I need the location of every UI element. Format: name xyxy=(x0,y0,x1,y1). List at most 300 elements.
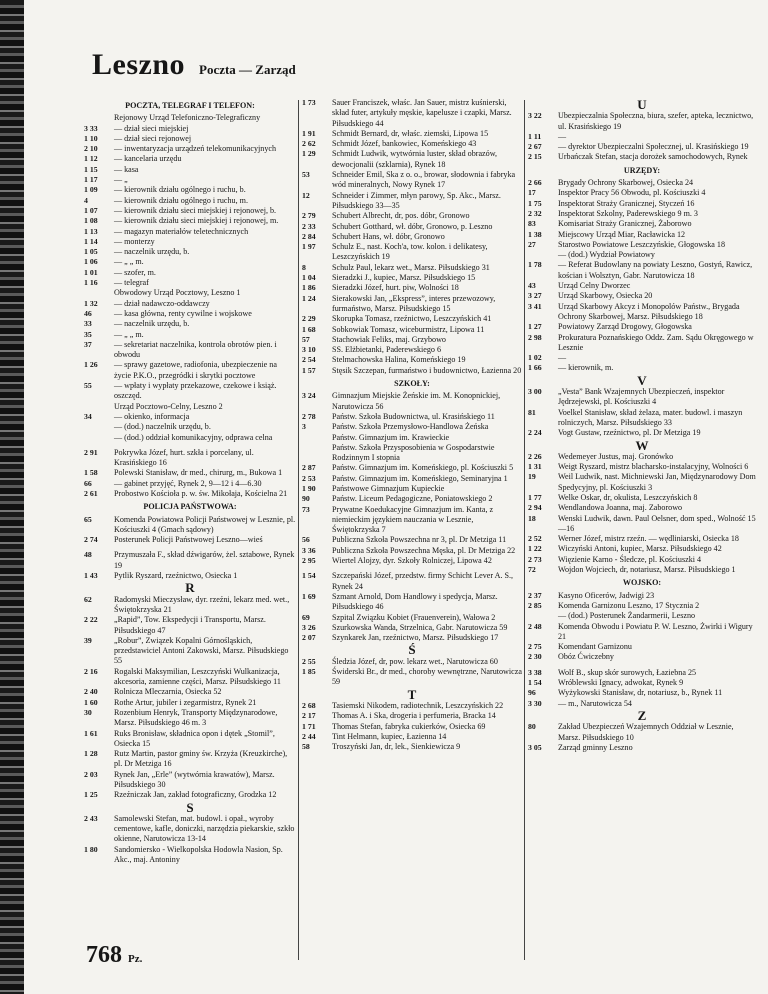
entry-text: — dyrektor Ubezpieczalni Społecznej, ul. Krasińskiego 19 xyxy=(558,142,749,152)
entry-text: Wenski Ludwik, dawn. Paul Oelsner, dom sped., Wolność 15—16 xyxy=(558,513,756,533)
phone-number: 1 43 xyxy=(84,571,98,581)
directory-entry xyxy=(302,613,522,623)
letter-heading: V xyxy=(637,372,647,388)
phone-number: 3 30 xyxy=(528,698,542,708)
directory-entry xyxy=(84,814,296,845)
entry-text: „Vesta” Bank Wzajemnych Ubezpieczeń, inspektor Jędrzejewski, pl. Kościuszki 4 xyxy=(558,387,725,407)
entry-text: Sierakowski Jan, „Ekspress”, interes przewozowy, furmaństwo, Marsz. Piłsudskiego 15 xyxy=(332,293,496,313)
directory-entry xyxy=(528,291,756,301)
entry-text: Komenda Powiatowa Policji Państwowej w Lesznie, pl. Kościuszki 4 (Gmach sądowy) xyxy=(114,514,296,534)
entry-text: — Referat Budowlany na powiaty Leszno, Gostyń, Rawicz, kościan i Wolsztyn, Gabr. Narutowicza 18 xyxy=(558,260,753,280)
entry-text: Szynkarek Jan, rzeźnictwo, Marsz. Piłsudskiego 17 xyxy=(332,633,499,643)
directory-entry xyxy=(84,227,296,237)
phone-number: 3 00 xyxy=(528,387,542,397)
directory-entry xyxy=(84,636,296,667)
directory-entry xyxy=(528,219,756,229)
directory-entry xyxy=(528,230,756,240)
directory-entry xyxy=(302,191,522,212)
directory-entry xyxy=(302,149,522,170)
entry-text: Weigt Ryszard, mistrz blacharsko-instalacyjny, Wolności 6 xyxy=(558,462,749,472)
entry-text: Weil Ludwik, nast. Michniewski Jan, Międzynarodowy Dom Spedycyjny, pl. Kościuszki 3 xyxy=(558,472,756,492)
entry-text: Vogt Gustaw, rzeźnictwo, pl. Dr Metziga 19 xyxy=(558,428,701,438)
entry-text: — dział nadawczo-oddawczy xyxy=(114,298,210,308)
entry-text: Pytlik Ryszard, rzeźnictwo, Osiecka 1 xyxy=(114,571,238,581)
directory-entry xyxy=(302,232,522,242)
phone-number: 1 77 xyxy=(528,492,542,502)
directory-entry xyxy=(84,278,296,288)
directory-entry xyxy=(528,565,756,575)
phone-number: 2 68 xyxy=(302,700,316,710)
entry-text: Stelmachowska Halina, Komeńskiego 19 xyxy=(332,355,466,365)
letter-heading: R xyxy=(185,580,195,596)
entry-text: Schulz E., nast. Koch'a, tow. kolon. i delikatesy, Leszczyńskich 19 xyxy=(332,242,488,262)
phone-number: 66 xyxy=(84,478,92,488)
entry-text: Werner Józef, mistrz rzeźn. — wędliniarski, Osiecka 18 xyxy=(558,534,739,544)
phone-number: 1 04 xyxy=(302,273,316,283)
directory-entry xyxy=(528,503,756,513)
section-heading: POLICJA PAŃSTWOWA: xyxy=(143,502,237,512)
directory-entry xyxy=(528,601,756,611)
phone-number: 1 78 xyxy=(528,260,542,270)
entry-text: Wiertel Alojzy, dyr. Szkoły Rolniczej, Lipowa 42 xyxy=(332,556,492,566)
directory-entry xyxy=(528,260,756,281)
directory-entry xyxy=(84,144,296,154)
phone-number: 2 87 xyxy=(302,463,316,473)
directory-entry xyxy=(528,408,756,429)
phone-number: 37 xyxy=(84,339,92,349)
entry-text: — xyxy=(558,131,567,141)
entry-text: Państw. Gimnazjum im. Komeńskiego, Seminaryjna 1 xyxy=(332,473,508,483)
directory-entry xyxy=(84,381,296,402)
directory-entry xyxy=(528,642,756,652)
entry-text: Skorupka Tomasz, rzeźnictwo, Leszczyńskich 41 xyxy=(332,314,492,324)
directory-entry xyxy=(302,667,522,688)
phone-number: 1 08 xyxy=(84,216,98,226)
letter-heading: W xyxy=(635,437,649,453)
phone-number: 1 11 xyxy=(528,131,542,141)
entry-text: Sieradzki J., kupiec, Marsz. Piłsudskiego 15 xyxy=(332,273,476,283)
directory-entry xyxy=(302,422,522,432)
directory-entry xyxy=(302,242,522,263)
directory-entry xyxy=(84,698,296,708)
directory-entry xyxy=(528,591,756,601)
phone-number: 62 xyxy=(84,594,92,604)
directory-entry xyxy=(84,196,296,206)
entry-text: Ubezpieczalnia Społeczna, biura, szefer, apteka, lecznictwo, ul. Krasińskiego 19 xyxy=(558,111,754,131)
phone-number: 1 01 xyxy=(84,267,98,277)
phone-number: 2 95 xyxy=(302,556,316,566)
directory-entry xyxy=(302,355,522,365)
directory-entry xyxy=(302,701,522,711)
entry-text: — magazyn materiałów teletechnicznych xyxy=(114,226,249,236)
entry-text: Rozenbium Henryk, Transporty Międzynarodowe, Marsz. Piłsudskiego 46 m. 3 xyxy=(114,707,278,728)
entry-text: Radomyski Mieczysław, dyr. rzeźni, lekarz med. wet., Świętokrzyska 21 xyxy=(114,594,290,614)
directory-entry xyxy=(84,489,296,499)
entry-text: — m., Narutowicza 54 xyxy=(558,698,632,708)
entry-text: Szmant Arnold, Dom Handlowy i spedycja, Marsz. Piłsudskiego 46 xyxy=(332,591,498,612)
entry-text: Probostwo Kościoła p. w. św. Mikołaja, Kościelna 21 xyxy=(114,488,288,498)
directory-entry xyxy=(302,335,522,345)
entry-text: Polewski Stanisław, dr med., chirurg, m., Bukowa 1 xyxy=(114,468,283,478)
directory-entry xyxy=(84,268,296,278)
entry-text: Państw. Szkoła Budownictwa, ul. Krasińskiego 11 xyxy=(332,411,495,421)
entry-text: Brygady Ochrony Skarbowej, Osiecka 24 xyxy=(558,178,694,188)
page-binding-edge xyxy=(0,0,24,994)
directory-entry xyxy=(528,111,756,132)
phone-number: 1 60 xyxy=(84,697,98,707)
phone-number: 2 66 xyxy=(528,178,542,188)
directory-entry xyxy=(528,188,756,198)
directory-entry xyxy=(84,749,296,770)
entry-text: Rolnicza Mleczarnia, Osiecka 52 xyxy=(114,687,222,697)
entry-text: Stachowiak Feliks, maj. Grzybowo xyxy=(332,334,446,344)
phone-number: 2 85 xyxy=(528,600,542,610)
page-footer xyxy=(86,942,142,969)
entry-text: Schmidt Józef, bankowiec, Komeńskiego 43 xyxy=(332,139,477,149)
entry-text: — (dod.) Posterunek Żandarmerii, Leszno xyxy=(558,611,696,621)
directory-entry xyxy=(302,711,522,721)
directory-entry xyxy=(84,330,296,340)
entry-text: Wojdon Wojciech, dr, notariusz, Marsz. Piłsudskiego 1 xyxy=(558,565,736,575)
entry-text: Powiatowy Zarząd Drogowy, Głogowska xyxy=(558,322,692,332)
directory-entry xyxy=(302,494,522,504)
directory-entry xyxy=(528,152,756,162)
phone-number: 1 15 xyxy=(84,164,98,174)
directory-entry xyxy=(528,514,756,535)
phone-number: 1 16 xyxy=(84,278,98,288)
phone-number: 1 68 xyxy=(302,324,316,334)
phone-number: 1 12 xyxy=(84,154,98,164)
phone-number: 3 22 xyxy=(528,111,542,121)
directory-entry xyxy=(528,132,756,142)
directory-entry xyxy=(84,309,296,319)
entry-text: Szurkowska Wanda, Strzelnica, Gabr. Narutowicza 59 xyxy=(332,622,508,632)
entry-text: Urbańczak Stefan, stacja dorożek samochodowych, Rynek xyxy=(558,152,748,162)
page-number: 768 xyxy=(86,942,122,968)
phone-number: 1 57 xyxy=(302,365,316,375)
directory-entry xyxy=(528,688,756,698)
entry-text: Szczepański Józef, przedstw. firmy Schicht Lever A. S., Rynek 24 xyxy=(332,571,514,591)
phone-number: 3 41 xyxy=(528,301,542,311)
directory-entry xyxy=(84,479,296,489)
section-heading: POCZTA, TELEGRAF I TELEFON: xyxy=(125,101,255,110)
phone-number: 1 61 xyxy=(84,728,98,738)
phone-number: 81 xyxy=(528,407,536,417)
entry-text: Wróblewski Ignacy, adwokat, Rynek 9 xyxy=(558,678,684,688)
phone-number: 1 27 xyxy=(528,322,542,332)
directory-entry xyxy=(302,732,522,742)
phone-number: 3 26 xyxy=(302,622,316,632)
entry-text: Rogalski Maksymilian, Leszczyński Wulkanizacja, akcesoria, zamienne części, Marsz. Piłsudskiego 11 xyxy=(114,666,281,687)
column-divider xyxy=(524,100,525,960)
phone-number: 1 80 xyxy=(84,844,98,854)
entry-text: — xyxy=(558,353,567,363)
entry-text: „Rapid”, Tow. Ekspedycji i Transportu, Marsz. Piłsudskiego 47 xyxy=(114,615,266,635)
entry-text: — gabinet przyjęć, Rynek 2, 9—12 i 4—6.30 xyxy=(114,478,262,488)
directory-entry xyxy=(302,345,522,355)
phone-number: 80 xyxy=(528,722,536,732)
entry-text: Państw. Liceum Pedagogiczne, Poniatowskiego 2 xyxy=(332,494,493,504)
entry-text: Sieradzki Józef, hurt. piw, Wolności 18 xyxy=(332,283,459,293)
phone-number: 58 xyxy=(302,742,310,752)
phone-number: 1 85 xyxy=(302,667,316,677)
entry-text: — „ xyxy=(114,175,128,185)
directory-column-1 xyxy=(84,98,296,865)
phone-number: 2 22 xyxy=(84,615,98,625)
directory-entry xyxy=(302,546,522,556)
phone-number: 3 36 xyxy=(302,545,316,555)
letter-heading: U xyxy=(637,98,647,112)
phone-number: 2 10 xyxy=(84,144,98,154)
phone-number: 2 43 xyxy=(84,813,98,823)
phone-number: 1 73 xyxy=(302,98,316,107)
entry-text: Stęsik Szczepan, furmaństwo i budownictwo, Łazienna 20 xyxy=(332,365,522,375)
entry-subheading: Obwodowy Urząd Pocztowy, Leszno 1 xyxy=(114,288,241,298)
directory-entry xyxy=(84,515,296,536)
phone-number: 1 69 xyxy=(302,591,316,601)
phone-number: 2 78 xyxy=(302,411,316,421)
phone-number: 2 26 xyxy=(528,451,542,461)
entry-text: Tasiemski Nikodem, radiotechnik, Leszczyńskich 22 xyxy=(332,700,504,710)
entry-text: Schmidt Bernard, dr, właśc. ziemski, Lipowa 15 xyxy=(332,128,489,138)
directory-entry xyxy=(84,257,296,267)
entry-text: Rutz Martin, pastor gminy św. Krzyża (Kreuzkirche), pl. Dr Metziga 16 xyxy=(114,749,288,769)
directory-entry xyxy=(302,294,522,315)
phone-number: 1 09 xyxy=(84,185,98,195)
directory-entry xyxy=(528,555,756,565)
directory-entry xyxy=(528,743,756,753)
phone-number: 2 75 xyxy=(528,642,542,652)
directory-entry xyxy=(84,319,296,329)
directory-entry xyxy=(528,240,756,250)
phone-number: 56 xyxy=(302,535,310,545)
entry-text: — telegraf xyxy=(114,278,149,288)
directory-entry xyxy=(302,211,522,221)
phone-number: 2 62 xyxy=(302,139,316,149)
entry-text: Schubert Gotthard, wł. dóbr, Gronowo, p. Leszno xyxy=(332,221,493,231)
phone-number: 2 07 xyxy=(302,633,316,643)
directory-entry xyxy=(302,657,522,667)
phone-number: 1 31 xyxy=(528,462,542,472)
phone-number: 1 26 xyxy=(84,360,98,370)
letter-heading: T xyxy=(407,686,417,702)
entry-text: Wendlandowa Joanna, maj. Zaborowo xyxy=(558,503,683,513)
directory-entry xyxy=(528,534,756,544)
phone-number: 69 xyxy=(302,612,310,622)
directory-entry xyxy=(84,595,296,616)
entry-text: Schubert Hans, wł. dóbr, Gronowo xyxy=(332,231,445,241)
entry-text: Sobkowiak Tomasz, wiceburmistrz, Lipowa 11 xyxy=(332,324,485,334)
phone-number: 2 53 xyxy=(302,473,316,483)
phone-number: 1 29 xyxy=(302,149,316,159)
phone-number: 90 xyxy=(302,494,310,504)
directory-entry xyxy=(84,206,296,216)
entry-text: Urząd Skarbowy Akcyz i Monopolów Państw., Brygada Ochrony Skarbowej, Marsz. Piłsudskiego 18 xyxy=(558,301,740,321)
phone-number: 2 54 xyxy=(302,355,316,365)
directory-entry xyxy=(302,484,522,494)
entry-text: — dział sieci miejskiej xyxy=(114,123,189,133)
entry-text: Ruks Bronisław, składnica opon i dętek „Stomil”, Osiecka 15 xyxy=(114,728,275,748)
directory-entry xyxy=(528,281,756,291)
entry-text: Rzeźniczak Jan, zakład fotograficzny, Grodzka 12 xyxy=(114,790,277,800)
directory-entry xyxy=(528,622,756,643)
entry-text: — monterzy xyxy=(114,236,155,246)
directory-entry xyxy=(528,333,756,354)
entry-text: Szpital Związku Kobiet (Frauenverein), Wałowa 2 xyxy=(332,612,496,622)
directory-entry xyxy=(528,652,756,662)
entry-text: Miejscowy Urząd Miar, Racławicka 12 xyxy=(558,229,686,239)
entry-text: Komenda Obwodu i Powiatu P. W. Leszno, Żwirki i Wigury 21 xyxy=(558,621,753,641)
entry-text: Voelkel Stanisław, skład żelaza, mater. budowl. i maszyn rolniczych, Marsz. Piłsudskiego 33 xyxy=(558,407,743,427)
entry-text: Prywatne Koedukacyjne Gimnazjum im. Kanta, z niemieckim językiem nauczania w Lesznie, Świętokrzyska 7 xyxy=(332,504,494,535)
entry-text: Komenda Garnizonu Leszno, 17 Stycznia 2 xyxy=(558,600,700,610)
entry-text: Sauer Franciszek, właśc. Jan Sauer, mistrz kuśnierski, skład futer, artykuły męskie, kapelusze i czapki, Marsz. Piłsudskiego 44 xyxy=(332,98,512,128)
phone-number: 1 05 xyxy=(84,247,98,257)
entry-text: — kierownik, m. xyxy=(558,363,614,373)
directory-entry xyxy=(302,129,522,139)
entry-text: — kierownik działu sieci miejskiej i rejonowej, m. xyxy=(114,216,279,226)
phone-number: 18 xyxy=(528,513,536,523)
phone-number: 1 71 xyxy=(302,721,316,731)
phone-number: 2 48 xyxy=(528,621,542,631)
entry-text: — (dod.) naczelnik urzędu, b. xyxy=(114,422,211,432)
directory-entry xyxy=(84,412,296,422)
entry-text: — (dod.) Wydział Powiatowy xyxy=(558,250,655,260)
directory-entry xyxy=(302,314,522,324)
entry-text: — szofer, m. xyxy=(114,267,156,277)
phone-number: 2 03 xyxy=(84,769,98,779)
entry-text: Wedemeyer Justus, maj. Gronówko xyxy=(558,451,674,461)
entry-text: — naczelnik urzędu, b. xyxy=(114,247,190,257)
directory-entry xyxy=(84,185,296,195)
phone-number: 96 xyxy=(528,688,536,698)
phone-number: 48 xyxy=(84,550,92,560)
entry-text: Schneider Emil, Ska z o. o., browar, słodownia i fabryka wód mineralnych, Nowy Rynek 17 xyxy=(332,170,516,190)
phone-number: 1 13 xyxy=(84,226,98,236)
directory-entry xyxy=(528,611,756,621)
entry-text: Państw. Gimnazjum im. Komeńskiego, pl. Kościuszki 5 xyxy=(332,463,514,473)
phone-number: 34 xyxy=(84,411,92,421)
directory-entry xyxy=(302,623,522,633)
phone-number: 2 37 xyxy=(528,590,542,600)
directory-column-2 xyxy=(302,98,522,752)
entry-text: Samolewski Stefan, mat. budowl. i opał., wyroby cementowe, kafle, doniczki, narzędzia piekarskie, szkło okienne, Narutowicza 13-14 xyxy=(114,813,295,844)
entry-text: — naczelnik urzędu, b. xyxy=(114,319,190,329)
section-heading: SZKOŁY: xyxy=(394,379,430,389)
entry-text: Schmidt Ludwik, wytwórnia luster, skład obrazów, dewocjonalii (szklarnia), Rynek 18 xyxy=(332,149,498,169)
entry-text: — kasa główna, renty cywilne i wojskowe xyxy=(114,308,252,318)
directory-entry xyxy=(528,428,756,438)
phone-number: 1 90 xyxy=(302,483,316,493)
phone-number: 1 02 xyxy=(528,353,542,363)
entry-text: Inspektor Pracy 56 Obwodu, pl. Kościuszki 4 xyxy=(558,188,706,198)
directory-entry xyxy=(302,222,522,232)
directory-entry xyxy=(528,387,756,408)
phone-number: 33 xyxy=(84,319,92,329)
phone-number: 1 25 xyxy=(84,790,98,800)
phone-number: 2 91 xyxy=(84,447,98,457)
directory-entry xyxy=(84,448,296,469)
directory-entry xyxy=(302,443,522,464)
phone-number: 1 97 xyxy=(302,242,316,252)
phone-number: 1 86 xyxy=(302,283,316,293)
directory-entry xyxy=(84,615,296,636)
phone-number: 1 06 xyxy=(84,257,98,267)
entry-text: — sekretariat naczelnika, kontrola obrotów pien. i obwodu xyxy=(114,339,277,360)
directory-entry xyxy=(528,668,756,678)
directory-entry xyxy=(84,165,296,175)
entry-text: — „ „ m. xyxy=(114,329,144,339)
phone-number: 1 58 xyxy=(84,468,98,478)
directory-entry xyxy=(302,391,522,412)
phone-number: 2 94 xyxy=(528,503,542,513)
entry-text: Inspektorat Szkolny, Paderewskiego 9 m. 3 xyxy=(558,208,698,218)
directory-entry xyxy=(84,687,296,697)
phone-number: 1 22 xyxy=(528,544,542,554)
directory-entry xyxy=(528,544,756,554)
entry-text: Thomas Stefan, fabryka cukierków, Osiecka 69 xyxy=(332,721,486,731)
phone-number: 2 17 xyxy=(302,711,316,721)
section-heading: URZĘDY: xyxy=(623,165,661,175)
phone-number: 3 10 xyxy=(302,345,316,355)
phone-number: 2 29 xyxy=(302,314,316,324)
phone-number: 2 55 xyxy=(302,656,316,666)
phone-number: 2 61 xyxy=(84,488,98,498)
entry-text: Pokrywka Józef, hurt. szkła i porcelany, ul. Krasińskiego 16 xyxy=(114,447,254,468)
directory-entry xyxy=(302,433,522,443)
entry-text: — (dod.) oddział komunikacyjny, odprawa celna xyxy=(114,432,273,442)
entry-text: — „ „ m. xyxy=(114,257,144,267)
phone-number: 3 27 xyxy=(528,291,542,301)
phone-number: 43 xyxy=(528,281,536,291)
phone-number: 1 10 xyxy=(84,133,98,143)
entry-text: Urząd Celny Dworzec xyxy=(558,281,631,291)
phone-number: 1 14 xyxy=(84,236,98,246)
entry-text: Komendant Garnizonu xyxy=(558,642,632,652)
directory-entry xyxy=(84,770,296,791)
entry-subheading: Urząd Pocztowo-Celny, Leszno 2 xyxy=(114,401,223,411)
directory-entry xyxy=(84,175,296,185)
phone-number: 12 xyxy=(302,190,310,200)
directory-entry xyxy=(84,550,296,571)
directory-entry xyxy=(302,556,522,566)
phone-number: 17 xyxy=(528,188,536,198)
phone-number: 2 79 xyxy=(302,211,316,221)
entry-text: Śledzia Józef, dr, pow. lekarz wet., Narutowicza 60 xyxy=(332,656,498,666)
directory-entry xyxy=(302,571,522,592)
entry-text: Państw. Gimnazjum im. Krawieckie xyxy=(332,432,450,442)
phone-number: 2 24 xyxy=(528,428,542,438)
entry-text: — inwentaryzacja urządzeń telekomunikacyjnych xyxy=(114,144,277,154)
directory-entry xyxy=(528,493,756,503)
entry-text: Gimnazjum Miejskie Żeńskie im. M. Konopnickiej, Narutowicza 56 xyxy=(332,391,501,411)
phone-number: 2 52 xyxy=(528,534,542,544)
entry-text: Wiczyński Antoni, kupiec, Marsz. Piłsudskiego 42 xyxy=(558,544,722,554)
phone-number: 1 75 xyxy=(528,198,542,208)
entry-text: Komisariat Straży Granicznej, Żaborowo xyxy=(558,219,692,229)
phone-number: 2 15 xyxy=(528,152,542,162)
page-suffix: Pz. xyxy=(128,953,143,965)
entry-text: SS. Elżbietanki, Paderewskiego 6 xyxy=(332,345,442,355)
entry-text: — kierownik działu sieci miejskiej i rejonowej, b. xyxy=(114,205,277,215)
directory-entry xyxy=(302,98,522,129)
phone-number: 2 98 xyxy=(528,332,542,342)
directory-entry xyxy=(528,199,756,209)
phone-number: 2 32 xyxy=(528,208,542,218)
entry-text: Państwowe Gimnazjum Kupieckie xyxy=(332,483,445,493)
page-subtitle: Poczta — Zarząd xyxy=(199,62,296,77)
phone-number: 2 73 xyxy=(528,554,542,564)
